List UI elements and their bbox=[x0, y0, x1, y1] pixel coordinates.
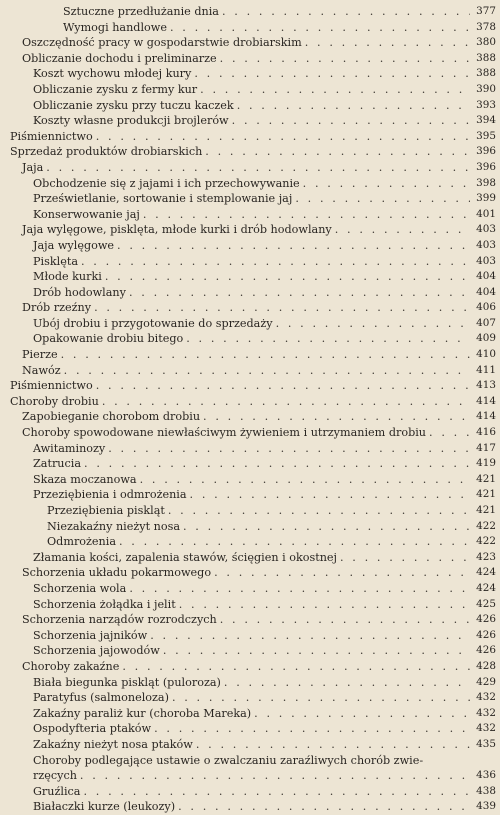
toc-entry-page-number: 435 bbox=[476, 737, 496, 750]
toc-entry-title-line bbox=[33, 737, 470, 753]
dot-leader bbox=[105, 269, 470, 285]
toc-entry bbox=[0, 690, 500, 706]
dot-leader bbox=[108, 441, 470, 457]
dot-leader bbox=[119, 534, 470, 550]
dot-leader bbox=[46, 160, 470, 176]
toc-entry-title-line bbox=[33, 597, 470, 613]
toc-entry-page-number: 398 bbox=[476, 176, 496, 189]
toc-entry-title-line bbox=[33, 706, 470, 722]
toc-entry-page-number: 406 bbox=[476, 301, 496, 314]
toc-entry-page-number: 396 bbox=[476, 145, 496, 158]
toc-entry-title: Białaczki kurze (leukozy) bbox=[33, 800, 176, 814]
toc-entry-title-line bbox=[33, 472, 470, 488]
toc-entry bbox=[0, 144, 500, 160]
toc-entry-page-number: 403 bbox=[476, 238, 496, 251]
dot-leader bbox=[205, 144, 470, 160]
toc-entry-title: Drób hodowlany bbox=[33, 285, 126, 299]
toc-entry-title: Choroby spowodowane niewłaściwym żywieniem i utrzymaniem drobiu bbox=[22, 426, 427, 440]
toc-entry-title-line bbox=[10, 378, 470, 394]
toc-entry-title: Piśmiennictwo bbox=[10, 129, 93, 143]
toc-entry-page-number: 439 bbox=[476, 800, 496, 813]
toc-entry-title-line bbox=[22, 409, 470, 425]
toc-entry-title-line bbox=[33, 581, 470, 597]
toc-entry-title-line bbox=[33, 628, 470, 644]
dot-leader bbox=[80, 768, 470, 784]
toc-entry bbox=[0, 519, 500, 535]
toc-entry bbox=[0, 394, 500, 410]
toc-entry-title: Ubój drobiu i przygotowanie do sprzedaży bbox=[33, 316, 273, 330]
toc-entry bbox=[0, 597, 500, 613]
dot-leader bbox=[117, 238, 470, 254]
toc-entry bbox=[0, 285, 500, 301]
toc-entry-title-line bbox=[22, 51, 470, 67]
toc-entry bbox=[0, 753, 500, 769]
toc-entry-title: Choroby zakaźne bbox=[22, 659, 120, 673]
toc-entry-title: Schorzenia żołądka i jelit bbox=[33, 597, 176, 611]
toc-entry bbox=[0, 503, 500, 519]
dot-leader bbox=[190, 487, 470, 503]
toc-entry-title-line bbox=[33, 207, 470, 223]
toc-entry-title-line bbox=[10, 144, 470, 160]
toc-entry-page-number: 403 bbox=[476, 223, 496, 236]
toc-entry-title-line bbox=[33, 721, 470, 737]
toc-entry-title: Pisklęta bbox=[33, 254, 78, 268]
toc-entry-title: Gruźlica bbox=[33, 784, 81, 798]
toc-entry bbox=[0, 659, 500, 675]
toc-entry-page-number: 422 bbox=[476, 535, 496, 548]
dot-leader bbox=[102, 394, 470, 410]
toc-entry-title: Prześwietlanie, sortowanie i stemplowanie jaj bbox=[33, 192, 293, 206]
toc-entry-title: Przeziębienia i odmrożenia bbox=[33, 488, 187, 502]
toc-entry-page-number: 413 bbox=[476, 379, 496, 392]
toc-entry-title-line bbox=[22, 160, 470, 176]
toc-entry-title: rzęcych bbox=[33, 769, 77, 783]
toc-entry-title-line bbox=[33, 690, 470, 706]
toc-entry-title: Niezakaźny nieżyt nosa bbox=[47, 519, 180, 533]
toc-entry-title-line bbox=[33, 768, 470, 784]
toc-entry-title: Piśmiennictwo bbox=[10, 379, 93, 393]
toc-entry bbox=[0, 784, 500, 800]
toc-entry-title: Schorzenia jajowodów bbox=[33, 644, 160, 658]
toc-entry-page-number: 393 bbox=[476, 98, 496, 111]
toc-entry-title-line bbox=[33, 238, 470, 254]
toc-entry bbox=[0, 628, 500, 644]
dot-leader bbox=[83, 784, 470, 800]
toc-entry-page-number: 424 bbox=[476, 566, 496, 579]
toc-entry-title: Biała biegunka piskląt (puloroza) bbox=[33, 675, 221, 689]
toc-entry bbox=[0, 222, 500, 238]
toc-entry-title: Zakaźny paraliż kur (choroba Mareka) bbox=[33, 706, 252, 720]
toc-entry-title: Ospodyfteria ptaków bbox=[33, 722, 152, 736]
toc-entry-page-number: 419 bbox=[476, 457, 496, 470]
toc-entry-page-number: 395 bbox=[476, 129, 496, 142]
toc-entry bbox=[0, 456, 500, 472]
dot-leader bbox=[203, 409, 470, 425]
toc-entry-page-number: 436 bbox=[476, 769, 496, 782]
toc-entry bbox=[0, 20, 500, 36]
toc-entry-title: Jaja bbox=[22, 160, 44, 174]
toc-entry bbox=[0, 51, 500, 67]
dot-leader bbox=[224, 675, 470, 691]
toc-entry-title: Nawóz bbox=[22, 363, 61, 377]
dot-leader bbox=[178, 799, 470, 815]
toc-entry-page-number: 429 bbox=[476, 675, 496, 688]
dot-leader bbox=[172, 690, 470, 706]
toc-entry-page-number: 438 bbox=[476, 784, 496, 797]
toc-entry-title-line bbox=[33, 66, 470, 82]
dot-leader bbox=[140, 472, 470, 488]
toc-entry bbox=[0, 534, 500, 550]
dot-leader bbox=[170, 20, 470, 36]
toc-entry-page-number: 409 bbox=[476, 332, 496, 345]
toc-entry-title: Opakowanie drobiu bitego bbox=[33, 332, 184, 346]
toc-entry-title: Zakaźny nieżyt nosa ptaków bbox=[33, 737, 193, 751]
toc-entry-title: Koszt wychowu młodej kury bbox=[33, 67, 192, 81]
toc-entry-page-number: 410 bbox=[476, 348, 496, 361]
toc-entry-title: Złamania kości, zapalenia stawów, ścięgien i okostnej bbox=[33, 550, 337, 564]
dot-leader bbox=[194, 66, 470, 82]
toc-entry bbox=[0, 643, 500, 659]
toc-entry-title: Paratyfus (salmoneloza) bbox=[33, 691, 169, 705]
toc-entry-title: Młode kurki bbox=[33, 270, 102, 284]
toc-entry bbox=[0, 799, 500, 815]
toc-entry-page-number: 416 bbox=[476, 426, 496, 439]
toc-entry-title-line bbox=[47, 534, 470, 550]
toc-entry-page-number: 411 bbox=[476, 363, 496, 376]
toc-entry-title-line bbox=[22, 659, 470, 675]
toc-entry-title-line bbox=[33, 98, 470, 114]
toc-entry-title: Zapobieganie chorobom drobiu bbox=[22, 410, 201, 424]
toc-entry-title: Schorzenia układu pokarmowego bbox=[22, 566, 212, 580]
dot-leader bbox=[196, 737, 470, 753]
dot-leader bbox=[163, 643, 470, 659]
dot-leader bbox=[220, 612, 470, 628]
toc-entry-title: Schorzenia wola bbox=[33, 581, 127, 595]
toc-entry-title: Obliczanie zysku z fermy kur bbox=[33, 82, 198, 96]
toc-entry-title-line bbox=[47, 519, 470, 535]
dot-leader bbox=[179, 597, 470, 613]
toc-entry-title: Obliczanie dochodu i preliminarze bbox=[22, 51, 217, 65]
toc-entry-title: Jaja wylęgowe bbox=[33, 238, 115, 252]
toc-entry bbox=[0, 675, 500, 691]
toc-entry-page-number: 424 bbox=[476, 581, 496, 594]
dot-leader bbox=[96, 378, 470, 394]
dot-leader bbox=[129, 285, 470, 301]
toc-entry-title-line bbox=[33, 285, 470, 301]
toc-entry-title-line bbox=[33, 316, 470, 332]
dot-leader bbox=[340, 550, 470, 566]
toc-entry-title: Skaza moczanowa bbox=[33, 472, 137, 486]
dot-leader bbox=[64, 363, 470, 379]
toc-entry-title: Jaja wylęgowe, pisklęta, młode kurki i drób hodowlany bbox=[22, 223, 332, 237]
dot-leader bbox=[237, 98, 470, 114]
toc-entry-page-number: 432 bbox=[476, 691, 496, 704]
toc-entry bbox=[0, 721, 500, 737]
toc-entry-title-line bbox=[22, 565, 470, 581]
toc-entry-title-line bbox=[22, 347, 470, 363]
toc-entry-page-number: 428 bbox=[476, 659, 496, 672]
toc-entry-title: Sprzedaż produktów drobiarskich bbox=[10, 145, 203, 159]
toc-entry-page-number: 380 bbox=[476, 36, 496, 49]
toc-entry-title-line bbox=[33, 269, 470, 285]
dot-leader bbox=[335, 222, 470, 238]
toc-entry bbox=[0, 363, 500, 379]
toc-entry bbox=[0, 191, 500, 207]
toc-entry bbox=[0, 550, 500, 566]
toc-entry-title: Schorzenia narządów rozrodczych bbox=[22, 613, 217, 627]
toc-entry-page-number: 401 bbox=[476, 207, 496, 220]
toc-entry bbox=[0, 612, 500, 628]
toc-entry-page-number: 394 bbox=[476, 114, 496, 127]
table-of-contents bbox=[0, 4, 500, 815]
dot-leader bbox=[276, 316, 470, 332]
toc-entry-title: Awitaminozy bbox=[33, 441, 106, 455]
toc-entry-page-number: 417 bbox=[476, 441, 496, 454]
toc-entry-page-number: 432 bbox=[476, 706, 496, 719]
toc-entry-page-number: 426 bbox=[476, 613, 496, 626]
toc-entry bbox=[0, 4, 500, 20]
toc-entry-page-number: 426 bbox=[476, 628, 496, 641]
dot-leader bbox=[150, 628, 470, 644]
toc-entry bbox=[0, 487, 500, 503]
dot-leader bbox=[143, 207, 470, 223]
toc-entry-title-line bbox=[22, 612, 470, 628]
dot-leader bbox=[129, 581, 470, 597]
toc-entry bbox=[0, 425, 500, 441]
toc-entry-page-number: 403 bbox=[476, 254, 496, 267]
toc-entry-page-number: 404 bbox=[476, 270, 496, 283]
toc-entry-page-number: 390 bbox=[476, 82, 496, 95]
toc-entry-page-number: 388 bbox=[476, 67, 496, 80]
dot-leader bbox=[254, 706, 470, 722]
toc-entry bbox=[0, 269, 500, 285]
toc-entry bbox=[0, 409, 500, 425]
toc-entry-page-number: 422 bbox=[476, 519, 496, 532]
toc-entry-title: Schorzenia jajników bbox=[33, 628, 148, 642]
toc-entry bbox=[0, 254, 500, 270]
toc-entry bbox=[0, 378, 500, 394]
toc-entry-title-line bbox=[22, 300, 470, 316]
toc-entry-page-number: 421 bbox=[476, 504, 496, 516]
toc-entry-title: Koszty własne produkcji brojlerów bbox=[33, 114, 229, 128]
toc-entry-title-line bbox=[33, 643, 470, 659]
toc-entry-title-line bbox=[33, 550, 470, 566]
toc-entry-title-line bbox=[10, 129, 470, 145]
toc-entry-title: Drób rzeźny bbox=[22, 301, 92, 315]
toc-entry-title: Zatrucia bbox=[33, 457, 82, 471]
toc-entry-title: Przeziębienia piskląt bbox=[47, 504, 165, 517]
toc-entry-title-line bbox=[22, 222, 470, 238]
toc-entry-page-number: 404 bbox=[476, 285, 496, 298]
toc-entry-title-line bbox=[33, 254, 470, 270]
toc-entry bbox=[0, 581, 500, 597]
dot-leader bbox=[232, 113, 470, 129]
toc-entry-page-number: 421 bbox=[476, 472, 496, 485]
toc-entry-title: Konserwowanie jaj bbox=[33, 207, 140, 221]
toc-entry bbox=[0, 300, 500, 316]
toc-entry bbox=[0, 316, 500, 332]
dot-leader bbox=[220, 51, 470, 67]
dot-leader bbox=[303, 176, 470, 192]
toc-entry-title-line bbox=[63, 4, 470, 20]
toc-entry-title: Pierze bbox=[22, 348, 58, 362]
toc-entry bbox=[0, 66, 500, 82]
toc-entry bbox=[0, 98, 500, 114]
toc-entry-page-number: 396 bbox=[476, 160, 496, 173]
toc-entry-title: Sztuczne przedłużanie dnia bbox=[63, 5, 219, 18]
dot-leader bbox=[222, 4, 470, 20]
toc-entry-title-line bbox=[33, 487, 470, 503]
dot-leader bbox=[214, 565, 470, 581]
dot-leader bbox=[168, 503, 470, 519]
toc-entry-title: Oszczędność pracy w gospodarstwie drobiarskim bbox=[22, 36, 302, 50]
toc-entry bbox=[0, 706, 500, 722]
toc-entry-title: Obliczanie zysku przy tuczu kaczek bbox=[33, 98, 234, 112]
toc-entry-title: Odmrożenia bbox=[47, 535, 116, 549]
toc-entry-page-number: 425 bbox=[476, 597, 496, 610]
toc-entry-title: Obchodzenie się z jajami i ich przechowywanie bbox=[33, 176, 300, 190]
toc-entry bbox=[0, 331, 500, 347]
toc-entry bbox=[0, 113, 500, 129]
toc-entry bbox=[0, 472, 500, 488]
toc-entry bbox=[0, 565, 500, 581]
dot-leader bbox=[81, 254, 470, 270]
dot-leader bbox=[295, 191, 470, 207]
dot-leader bbox=[154, 721, 470, 737]
toc-entry-title: Choroby drobiu bbox=[10, 394, 99, 408]
toc-entry bbox=[0, 129, 500, 145]
toc-entry-title-line bbox=[10, 394, 470, 410]
dot-leader bbox=[61, 347, 470, 363]
toc-entry-page-number: 423 bbox=[476, 550, 496, 563]
toc-entry-title-line bbox=[22, 363, 470, 379]
toc-entry-page-number: 432 bbox=[476, 722, 496, 735]
toc-entry-title-line bbox=[33, 113, 470, 129]
toc-entry-page-number: 426 bbox=[476, 644, 496, 657]
toc-entry-page-number: 414 bbox=[476, 410, 496, 423]
toc-entry bbox=[0, 441, 500, 457]
toc-entry-title-line bbox=[22, 425, 470, 441]
toc-entry bbox=[0, 160, 500, 176]
toc-entry-title-line bbox=[33, 784, 470, 800]
dot-leader bbox=[94, 300, 470, 316]
toc-entry-title: Choroby podlegające ustawie o zwalczaniu zaraźliwych chorób zwie- bbox=[33, 753, 424, 767]
toc-entry-title-line bbox=[33, 176, 470, 192]
toc-entry-title-line bbox=[33, 441, 470, 457]
toc-entry-title-line bbox=[47, 503, 470, 519]
dot-leader bbox=[96, 129, 470, 145]
toc-entry-page-number: 377 bbox=[476, 5, 496, 17]
toc-entry-title-line bbox=[22, 35, 470, 51]
toc-entry-title-line bbox=[33, 82, 470, 98]
dot-leader bbox=[84, 456, 470, 472]
dot-leader bbox=[183, 519, 470, 535]
toc-entry bbox=[0, 238, 500, 254]
toc-entry bbox=[0, 35, 500, 51]
toc-entry bbox=[0, 347, 500, 363]
toc-entry-title-line bbox=[63, 20, 470, 36]
toc-entry bbox=[0, 82, 500, 98]
toc-entry-title-line bbox=[33, 191, 470, 207]
dot-leader bbox=[429, 425, 470, 441]
toc-entry-title-line bbox=[33, 753, 470, 769]
dot-leader bbox=[200, 82, 470, 98]
toc-entry bbox=[0, 737, 500, 753]
toc-entry-title-line bbox=[33, 675, 470, 691]
toc-entry-title-line bbox=[33, 331, 470, 347]
toc-entry-title: Wymogi handlowe bbox=[63, 20, 167, 34]
toc-entry-page-number: 388 bbox=[476, 51, 496, 64]
toc-entry-page-number: 407 bbox=[476, 316, 496, 329]
dot-leader bbox=[122, 659, 470, 675]
dot-leader bbox=[186, 331, 470, 347]
toc-entry bbox=[0, 207, 500, 223]
dot-leader bbox=[305, 35, 470, 51]
toc-entry-page-number: 378 bbox=[476, 20, 496, 33]
toc-entry-page-number: 399 bbox=[476, 192, 496, 205]
toc-entry-page-number: 421 bbox=[476, 488, 496, 501]
toc-entry bbox=[0, 768, 500, 784]
toc-entry-title-line bbox=[33, 456, 470, 472]
toc-entry bbox=[0, 176, 500, 192]
toc-entry-title-line bbox=[33, 799, 470, 815]
toc-entry-page-number: 414 bbox=[476, 394, 496, 407]
